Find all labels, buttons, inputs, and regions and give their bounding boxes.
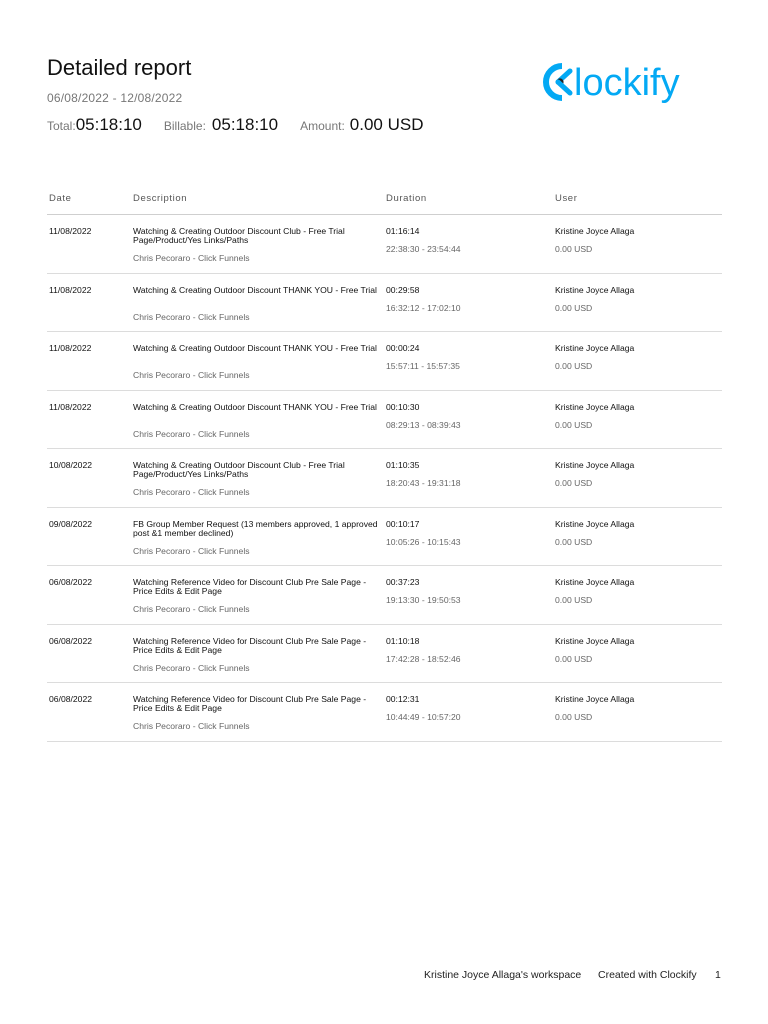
header-description: Description [133,193,188,204]
entry-user: Kristine Joyce Allaga [555,460,635,470]
table-row [47,274,722,333]
entry-date: 06/08/2022 [49,694,93,704]
entry-amount: 0.00 USD [555,712,593,722]
entry-description: Watching & Creating Outdoor Discount Club - Free Trial Page/Product/Yes Links/Paths [133,460,345,479]
table-row [47,625,722,684]
table-row [47,683,722,742]
entry-description: Watching Reference Video for Discount Club Pre Sale Page - Price Edits & Edit Page [133,635,367,655]
table-row [47,508,722,567]
entry-user: Kristine Joyce Allaga [555,343,635,353]
entry-duration: 01:10:18 [386,635,420,646]
table-header [47,190,722,215]
entry-amount: 0.00 USD [555,244,593,254]
entry-project: Chris Pecoraro - Click Funnels [133,253,250,263]
entry-time-range: 19:13:30 - 19:50:53 [386,595,461,605]
amount-value: 0.00 USD [349,115,424,134]
entry-project: Chris Pecoraro - Click Funnels [133,370,250,380]
entry-duration: 00:10:30 [386,401,420,412]
header-date: Date [49,193,72,204]
footer-created-with: Created with Clockify [598,969,697,981]
entry-amount: 0.00 USD [555,595,593,605]
entry-description: Watching & Creating Outdoor Discount THANK YOU - Free Trial [133,401,377,412]
entry-user: Kristine Joyce Allaga [555,577,635,587]
billable-value: 05:18:10 [211,115,279,134]
entry-user: Kristine Joyce Allaga [555,694,635,704]
entry-date: 11/08/2022 [49,226,92,236]
entry-date: 06/08/2022 [49,635,93,646]
entry-time-range: 16:32:12 - 17:02:10 [386,302,461,313]
entry-duration: 01:16:14 [386,226,420,236]
table-row [47,215,722,274]
entry-project: Chris Pecoraro - Click Funnels [133,428,250,439]
footer-page-number: 1 [715,969,721,981]
entry-user: Kristine Joyce Allaga [555,226,635,236]
entry-description: Watching Reference Video for Discount Club Pre Sale Page - Price Edits & Edit Page [133,694,367,713]
entry-project: Chris Pecoraro - Click Funnels [133,721,250,731]
entry-description: Watching & Creating Outdoor Discount THANK YOU - Free Trial [133,343,377,353]
entry-time-range: 22:38:30 - 23:54:44 [386,244,461,254]
total-value: 05:18:10 [75,115,142,134]
entry-amount: 0.00 USD [555,419,593,430]
entry-date: 11/08/2022 [49,343,92,353]
table-row [47,449,722,508]
entry-time-range: 17:42:28 - 18:52:46 [386,653,461,664]
entry-time-range: 15:57:11 - 15:57:35 [386,361,460,371]
entry-time-range: 18:20:43 - 19:31:18 [386,478,461,488]
entry-date: 11/08/2022 [49,284,92,295]
logo-wordmark: lockify [574,62,680,104]
entry-user: Kristine Joyce Allaga [555,401,635,412]
table-row [47,566,722,625]
entry-date: 10/08/2022 [49,460,93,470]
entry-time-range: 10:44:49 - 10:57:20 [386,712,461,722]
entry-project: Chris Pecoraro - Click Funnels [133,311,250,322]
entry-date: 06/08/2022 [49,577,93,587]
entry-description: Watching & Creating Outdoor Discount THANK YOU - Free Trial [133,284,377,295]
entry-description: Watching Reference Video for Discount Club Pre Sale Page - Price Edits & Edit Page [133,577,367,596]
entry-duration: 00:00:24 [386,343,420,353]
entry-project: Chris Pecoraro - Click Funnels [133,662,250,673]
entries-table [47,190,722,742]
entry-date: 09/08/2022 [49,518,93,529]
entry-project: Chris Pecoraro - Click Funnels [133,604,250,614]
entry-amount: 0.00 USD [555,536,593,547]
report-title: Detailed report [47,55,192,80]
entry-date: 11/08/2022 [49,401,92,412]
total-label: Total: [47,119,76,133]
entry-user: Kristine Joyce Allaga [555,518,635,529]
entry-time-range: 08:29:13 - 08:39:43 [386,419,461,430]
clockify-logo [540,44,722,120]
entry-description: Watching & Creating Outdoor Discount Club - Free Trial Page/Product/Yes Links/Paths [133,226,345,245]
date-range: 06/08/2022 - 12/08/2022 [47,91,183,105]
entry-project: Chris Pecoraro - Click Funnels [133,545,250,556]
entry-amount: 0.00 USD [555,653,593,664]
entry-description: FB Group Member Request (13 members approved, 1 approved post &1 member declined) [133,518,378,538]
entry-amount: 0.00 USD [555,478,593,488]
entry-project: Chris Pecoraro - Click Funnels [133,487,250,497]
table-row [47,391,722,450]
entry-duration: 00:10:17 [386,518,420,529]
amount-label: Amount: [300,119,345,133]
table-row [47,332,722,391]
header-duration: Duration [386,193,427,204]
report-totals [47,115,424,135]
entry-user: Kristine Joyce Allaga [555,284,635,295]
entry-duration: 00:37:23 [386,577,420,587]
footer-workspace: Kristine Joyce Allaga's workspace [424,969,582,981]
entry-amount: 0.00 USD [555,361,593,371]
billable-label: Billable: [163,119,206,133]
entry-duration: 00:29:58 [386,284,420,295]
entry-time-range: 10:05:26 - 10:15:43 [386,536,461,547]
entry-duration: 00:12:31 [386,694,420,704]
entry-duration: 01:10:35 [386,460,420,470]
header-user: User [555,193,578,204]
entry-user: Kristine Joyce Allaga [555,635,635,646]
entry-amount: 0.00 USD [555,302,593,313]
